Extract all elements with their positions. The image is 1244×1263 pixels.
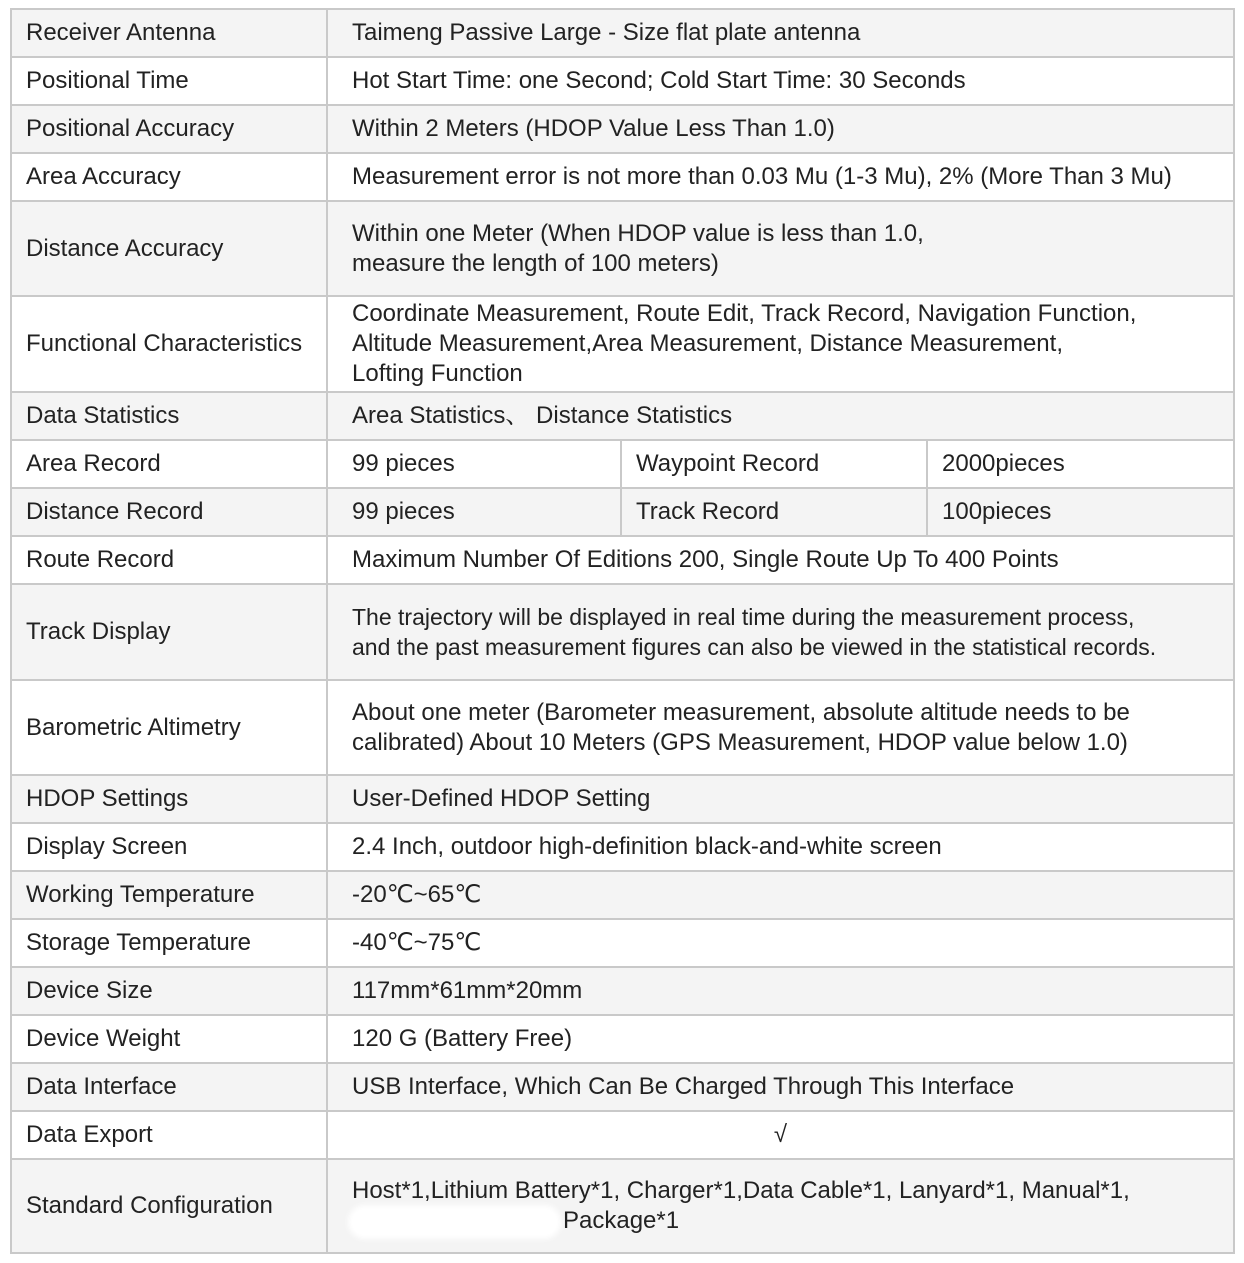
spec-label: Area Accuracy — [11, 153, 327, 201]
spec-value: 99 pieces — [327, 488, 621, 536]
table-row — [11, 871, 1234, 919]
check-mark: √ — [327, 1111, 1234, 1159]
redaction-blur — [352, 1209, 557, 1235]
spec-value-line: Altitude Measurement,Area Measurement, Distance Measurement, — [352, 330, 1063, 357]
table-row — [11, 201, 1234, 296]
table-row — [11, 1015, 1234, 1063]
spec-value-line: Lofting Function — [352, 360, 523, 387]
spec-label: Receiver Antenna — [11, 9, 327, 57]
table-row — [11, 9, 1234, 57]
spec-label: Track Display — [11, 584, 327, 680]
spec-label: Route Record — [11, 536, 327, 584]
spec-label: Distance Record — [11, 488, 327, 536]
spec-value: Hot Start Time: one Second; Cold Start Time: 30 Seconds — [327, 57, 1234, 105]
spec-value-line: Host*1,Lithium Battery*1, Charger*1,Data Cable*1, Lanyard*1, Manual*1, — [352, 1177, 1130, 1204]
spec-value: -40℃~75℃ — [327, 919, 1234, 967]
spec-label: Display Screen — [11, 823, 327, 871]
spec-label: Data Statistics — [11, 392, 327, 440]
spec-label: Storage Temperature — [11, 919, 327, 967]
table-row — [11, 680, 1234, 775]
spec-label: Barometric Altimetry — [11, 680, 327, 775]
spec-value — [327, 680, 1234, 775]
table-row — [11, 153, 1234, 201]
table-row — [11, 775, 1234, 823]
spec-value — [327, 1159, 1234, 1253]
table-row — [11, 919, 1234, 967]
spec-label-secondary: Waypoint Record — [621, 440, 927, 488]
spec-value-secondary: 2000pieces — [927, 440, 1234, 488]
spec-value-text: Package*1 — [563, 1207, 680, 1234]
spec-value-line: measure the length of 100 meters) — [352, 249, 719, 277]
spec-value: Taimeng Passive Large - Size flat plate antenna — [327, 9, 1234, 57]
spec-table — [10, 8, 1235, 1254]
spec-value: 99 pieces — [327, 440, 621, 488]
table-row — [11, 584, 1234, 680]
spec-label: Positional Time — [11, 57, 327, 105]
spec-value: Measurement error is not more than 0.03 Mu (1-3 Mu), 2% (More Than 3 Mu) — [327, 153, 1234, 201]
table-row — [11, 296, 1234, 392]
spec-value — [327, 296, 1234, 392]
spec-value-line: and the past measurement figures can also be viewed in the statistical records. — [352, 634, 1157, 660]
table-row — [11, 105, 1234, 153]
table-row — [11, 536, 1234, 584]
spec-label: Positional Accuracy — [11, 105, 327, 153]
spec-value-line: Within one Meter (When HDOP value is less than 1.0, — [352, 219, 924, 247]
spec-value: Within 2 Meters (HDOP Value Less Than 1.0) — [327, 105, 1234, 153]
spec-label: Device Size — [11, 967, 327, 1015]
spec-value: -20℃~65℃ — [327, 871, 1234, 919]
spec-value-secondary: 100pieces — [927, 488, 1234, 536]
spec-value: 117mm*61mm*20mm — [327, 967, 1234, 1015]
spec-value-line: About one meter (Barometer measurement, absolute altitude needs to be — [352, 698, 1130, 726]
spec-value: Area Statistics、 Distance Statistics — [327, 392, 1234, 440]
spec-value: 2.4 Inch, outdoor high-definition black-and-white screen — [327, 823, 1234, 871]
table-row — [11, 57, 1234, 105]
table-row — [11, 1159, 1234, 1253]
spec-label-secondary: Track Record — [621, 488, 927, 536]
spec-value: 120 G (Battery Free) — [327, 1015, 1234, 1063]
spec-value — [327, 584, 1234, 680]
spec-value-line: Coordinate Measurement, Route Edit, Track Record, Navigation Function, — [352, 300, 1137, 327]
spec-value — [327, 201, 1234, 296]
table-row — [11, 440, 1234, 488]
spec-value: User-Defined HDOP Setting — [327, 775, 1234, 823]
spec-label: Standard Configuration — [11, 1159, 327, 1253]
spec-label: Area Record — [11, 440, 327, 488]
spec-label: Device Weight — [11, 1015, 327, 1063]
spec-value: USB Interface, Which Can Be Charged Through This Interface — [327, 1063, 1234, 1111]
spec-label: HDOP Settings — [11, 775, 327, 823]
table-row — [11, 823, 1234, 871]
spec-value: Maximum Number Of Editions 200, Single Route Up To 400 Points — [327, 536, 1234, 584]
spec-label: Working Temperature — [11, 871, 327, 919]
table-row — [11, 1111, 1234, 1159]
spec-value-line: The trajectory will be displayed in real time during the measurement process, — [352, 604, 1135, 630]
table-row — [11, 1063, 1234, 1111]
spec-value-line: calibrated) About 10 Meters (GPS Measurement, HDOP value below 1.0) — [352, 728, 1128, 756]
spec-label: Distance Accuracy — [11, 201, 327, 296]
table-row — [11, 967, 1234, 1015]
spec-label: Functional Characteristics — [11, 296, 327, 392]
spec-label: Data Export — [11, 1111, 327, 1159]
table-row — [11, 488, 1234, 536]
spec-value-line-2 — [352, 1206, 1233, 1236]
table-row — [11, 392, 1234, 440]
spec-label: Data Interface — [11, 1063, 327, 1111]
